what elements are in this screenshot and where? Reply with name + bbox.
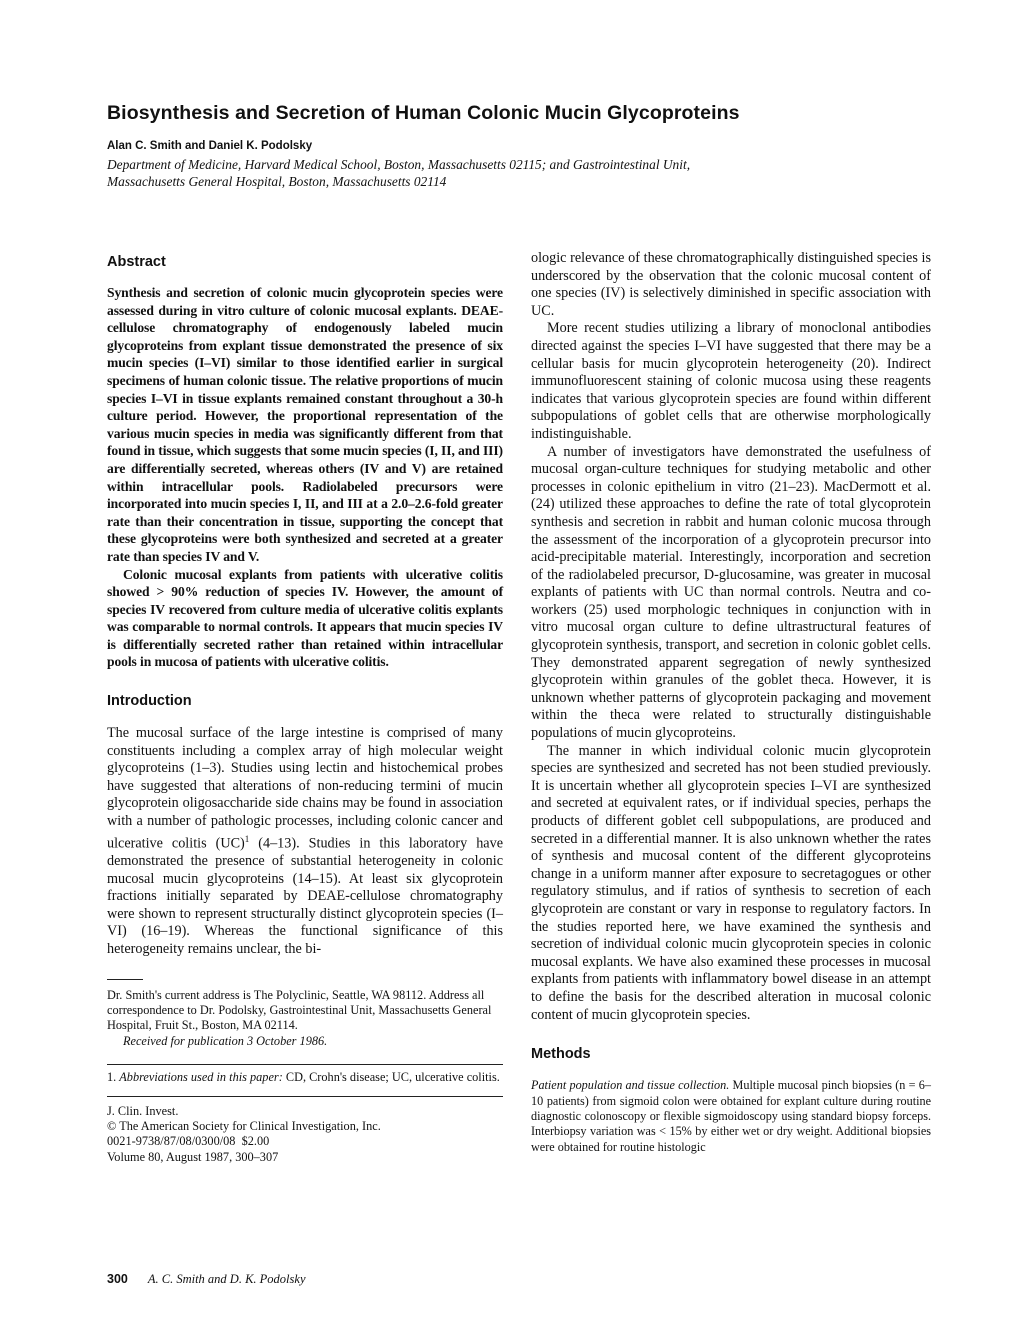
received-date <box>107 1034 503 1049</box>
article-title: Biosynthesis and Secretion of Human Colonic Mucin Glycoproteins <box>107 102 740 124</box>
received-text: Received for publication 3 October 1986. <box>123 1033 328 1048</box>
citation-divider <box>107 1096 503 1097</box>
running-head: A. C. Smith and D. K. Podolsky <box>147 1272 306 1286</box>
methods-heading: Methods <box>531 1046 591 1063</box>
journal-name: J. Clin. Invest. <box>107 1103 179 1118</box>
abstract-paragraph: Synthesis and secretion of colonic mucin glycoprotein species were assessed during in vitro culture of colonic mucosal explants. DEAE-cellulose chromatography of endogenously labeled mucin glycoproteins from explant tissue demonstrated the presence of six mucin species (I–VI) similar to those identified earlier in surgical specimens of human colonic tissue. The relative proportions of mucin species I–VI in tissue explants remained constant throughout a 30-h culture period. However, the proportional representation of the various mucin species in media was significantly different from that found in tissue, which suggests that some mucin species (I, II, and III) are differentially secreted, whereas others (IV and V) are retained within intracellular pools. Radiolabeled precursors were incorporated into mucin species I, II, and III at a 2.0–2.6-fold greater rate than their concentration in tissue, supporting the concept that these glycoproteins were both synthesized and secreted at a greater rate than species IV and V. <box>107 285 503 564</box>
body-paragraph: The manner in which individual colonic mucin glycoprotein species are synthesized and secreted has not been studied previously. It is uncertain whether all glycoprotein species I–VI are synthesized and secreted at equivalent rates, or if individual species, perhaps the products of different goblet cell subpopulations, are produced and secreted in a differential manner. It is also unknown whether the rates of synthesis and mucosal content of the different glycoproteins change in a uniform manner after exposure to secretagogues or other regulatory stimulus, and if ratios of synthesis to secretion of each glycoprotein are constant or vary in response to regulatory factors. In the studies reported here, we have examined the synthesis and secretion of individual colonic mucin glycoprotein species in colonic mucosal explants. We have also examined these processes in mucosal explants from patients with inflammatory bowel disease in an attempt to define the basis for the described alteration in mucosal colonic content of mucin glycoprotein species. <box>531 742 931 1023</box>
footnote-number: 1. <box>107 1070 120 1085</box>
abbreviations-label: Abbreviations used in this paper: <box>119 1070 283 1085</box>
affiliation-line: Massachusetts General Hospital, Boston, Massachusetts 02114 <box>107 174 447 189</box>
introduction-heading: Introduction <box>107 693 192 710</box>
introduction-paragraph <box>107 725 503 958</box>
citation-block <box>107 1104 503 1166</box>
footnote-marker: 1 <box>244 833 250 844</box>
intro-text: The mucosal surface of the large intestine is comprised of many constituents including a complex array of high molecular weight glycoproteins (1–3). Studies using lectin and histochemical probes have suggested that alterations of non-reducing termini of mucin glycoprotein oligosaccharide side chains may be found in association with a number of pathologic processes, including colonic cancer and ulcerative colitis (UC) <box>107 725 503 852</box>
methods-subheading: Patient population and tissue collection. <box>531 1078 730 1093</box>
footnote-divider <box>107 979 143 980</box>
abstract-paragraph: Colonic mucosal explants from patients with ulcerative colitis showed > 90% reduction of species IV. However, the amount of species IV recovered from culture media of ulcerative colitis explants was comparable to normal controls. It appears that mucin species IV is differentially secreted rather than retained within intracellular pools in mucosa of patients with ulcerative colitis. <box>107 566 503 670</box>
abstract-heading: Abstract <box>107 254 166 270</box>
affiliation-line: Department of Medicine, Harvard Medical School, Boston, Massachusetts 02115; and Gastrointestinal Unit, <box>107 157 691 172</box>
copyright-line: © The American Society for Clinical Investigation, Inc. <box>107 1118 381 1133</box>
affiliation <box>107 156 827 190</box>
abbreviations-text: CD, Crohn's disease; UC, ulcerative colitis. <box>282 1070 500 1085</box>
issn-line: 0021-9738/87/08/0300/08 $2.00 <box>107 1134 270 1149</box>
abbreviations-footnote <box>107 1070 503 1085</box>
footnote-divider <box>107 1064 503 1065</box>
right-column <box>531 250 931 1155</box>
intro-text: (4–13). Studies in this laboratory have demonstrated the presence of substantial heterogeneity in colonic mucosal mucin glycoproteins (14–15). At least six glycoprotein fractions initially separated by DEAE-cellulose chromatography were shown to represent structurally distinct glycoprotein species (I–VI) (16–19). Whereas the functional significance of this heterogeneity remains unclear, the bi- <box>107 835 503 957</box>
left-column <box>107 254 503 1165</box>
body-paragraph: More recent studies utilizing a library of monoclonal antibodies directed against the species I–VI have suggested that there may be a cellular basis for mucin glycoprotein heterogeneity (20). Indirect immunofluorescent staining of colonic mucosa using these reagents indicates that various glycoprotein species are found within different subpopulations of goblet cells that are otherwise morphologically indistinguishable. <box>531 320 931 442</box>
body-paragraph: A number of investigators have demonstrated the usefulness of mucosal organ-culture techniques for studying metabolic and other processes in colonic epithelium in vitro (21–23). MacDermott et al. (24) utilized these approaches to define the rate of total glycoprotein synthesis and secretion in rabbit and human colonic mucosa through the assessment of the incorporation of a glycoprotein precursor into acid-precipitable material. Interestingly, incorporation and secretion of the radiolabeled precursor, D-glucosamine, was greater in mucosal explants of patients with UC than normal controls. Neutra and co-workers (25) used morphologic techniques in conjunction with in vitro mucosal organ culture to define ultrastructural features of glycoprotein synthesis, transport, and secretion in colonic goblet cells. They demonstrated apparent segregation of newly synthesized glycoprotein within granules of the goblet theca. However, it is unknown whether patterns of glycoprotein packaging and movement within the theca were related to structurally distinguishable populations of mucin glycoproteins. <box>531 443 931 742</box>
author-list: Alan C. Smith and Daniel K. Podolsky <box>107 140 313 152</box>
page-number: 300 <box>107 1272 128 1286</box>
page-footer <box>107 1272 306 1287</box>
methods-paragraph <box>531 1078 931 1155</box>
volume-line: Volume 80, August 1987, 300–307 <box>107 1149 279 1164</box>
author-address-footnote: Dr. Smith's current address is The Polyclinic, Seattle, WA 98112. Address all correspondence to Dr. Podolsky, Gastrointestinal Unit, Massachusetts General Hospital, Fruit St., Boston, MA 02114. <box>107 987 492 1033</box>
body-paragraph: ologic relevance of these chromatographically distinguished species is underscored by the observation that the colonic mucosal content of one species (IV) is selectively diminished in specific association with UC. <box>531 250 931 319</box>
methods-text: Multiple mucosal pinch biopsies (n = 6–10 patients) from sigmoid colon were obtained for explant culture during routine diagnostic colonoscopy or flexible sigmoidoscopy using standard biopsy forceps. Interbiopsy variation was < 15% by either wet or dry weight. Additional biopsies were obtained for routine histologic <box>531 1078 931 1154</box>
